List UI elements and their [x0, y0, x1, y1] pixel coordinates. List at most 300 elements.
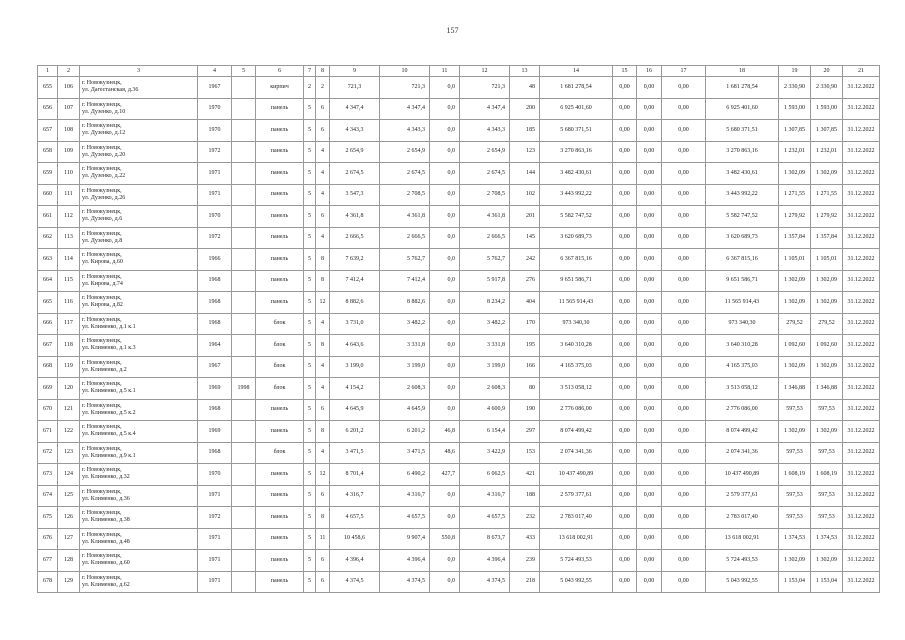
cell-col-0: 659 [38, 163, 58, 185]
cell-col-19: 1 232,01 [779, 141, 811, 163]
cell-col-17: 0,00 [662, 313, 706, 335]
cell-col-17: 0,00 [662, 206, 706, 228]
cell-col-12: 3 482,2 [460, 313, 510, 335]
column-header-2: 2 [58, 66, 80, 77]
address-cell [80, 120, 198, 142]
cell-col-18: 13 618 002,91 [706, 528, 779, 550]
cell-col-13: 190 [510, 399, 540, 421]
column-header-18: 18 [706, 66, 779, 77]
street-line: ул. Клименко, д.5 к.2 [82, 409, 136, 416]
cell-col-19: 2 330,90 [779, 77, 811, 99]
cell-col-21: 31.12.2022 [843, 77, 880, 99]
cell-col-13: 145 [510, 227, 540, 249]
cell-col-5 [232, 356, 256, 378]
cell-col-19: 1 593,00 [779, 98, 811, 120]
cell-col-7: 5 [304, 270, 316, 292]
table-row [38, 335, 880, 357]
column-header-9: 9 [330, 66, 380, 77]
street-line: ул. Клименко, д.48 [82, 538, 130, 545]
address-cell [80, 335, 198, 357]
cell-col-8: 8 [316, 249, 330, 271]
table-row [38, 356, 880, 378]
cell-col-5 [232, 184, 256, 206]
column-header-11: 11 [430, 66, 460, 77]
cell-col-0: 663 [38, 249, 58, 271]
cell-col-7: 5 [304, 485, 316, 507]
cell-col-18: 6 367 815,16 [706, 249, 779, 271]
header-row [38, 66, 880, 77]
cell-col-0: 673 [38, 464, 58, 486]
cell-col-21: 31.12.2022 [843, 528, 880, 550]
cell-col-10: 4 657,5 [380, 507, 430, 529]
cell-col-9: 3 199,0 [330, 356, 380, 378]
cell-col-21: 31.12.2022 [843, 98, 880, 120]
cell-col-14: 3 513 058,12 [540, 378, 613, 400]
cell-col-10: 4 343,3 [380, 120, 430, 142]
cell-col-0: 655 [38, 77, 58, 99]
cell-col-16: 0,00 [637, 421, 662, 443]
city-line: г. Новокузнецк, [82, 273, 122, 280]
cell-col-10: 4 396,4 [380, 550, 430, 572]
cell-col-8: 12 [316, 464, 330, 486]
address-cell [80, 227, 198, 249]
cell-col-10: 721,3 [380, 77, 430, 99]
cell-col-5 [232, 571, 256, 593]
table-body [38, 77, 880, 593]
street-line: ул. Клименко, д.1 к.3 [82, 345, 136, 352]
cell-col-6: панель [256, 270, 304, 292]
column-header-12: 12 [460, 66, 510, 77]
cell-col-21: 31.12.2022 [843, 356, 880, 378]
cell-col-14: 2 074 341,36 [540, 442, 613, 464]
cell-col-11: 0,0 [430, 292, 460, 314]
cell-col-15: 0,00 [613, 550, 637, 572]
cell-col-20: 1 307,85 [811, 120, 843, 142]
cell-col-7: 5 [304, 421, 316, 443]
cell-col-15: 0,00 [613, 335, 637, 357]
address-cell [80, 550, 198, 572]
cell-col-1: 129 [58, 571, 80, 593]
cell-col-0: 676 [38, 528, 58, 550]
cell-col-18: 11 565 914,43 [706, 292, 779, 314]
cell-col-11: 0,0 [430, 184, 460, 206]
street-line: ул. Клименко, д.32 [82, 474, 130, 481]
cell-col-8: 4 [316, 442, 330, 464]
street-line: ул. Клименко, д.60 [82, 560, 130, 567]
cell-col-1: 113 [58, 227, 80, 249]
cell-col-11: 0,0 [430, 356, 460, 378]
cell-col-7: 5 [304, 206, 316, 228]
cell-col-19: 1 279,92 [779, 206, 811, 228]
cell-col-8: 8 [316, 335, 330, 357]
city-line: г. Новокузнецк, [82, 230, 122, 237]
cell-col-20: 2 330,90 [811, 77, 843, 99]
cell-col-11: 0,0 [430, 227, 460, 249]
cell-col-16: 0,00 [637, 378, 662, 400]
city-line: г. Новокузнецк, [82, 531, 122, 538]
table-row [38, 120, 880, 142]
column-header-19: 19 [779, 66, 811, 77]
cell-col-7: 5 [304, 378, 316, 400]
cell-col-14: 6 925 401,60 [540, 98, 613, 120]
cell-col-15: 0,00 [613, 507, 637, 529]
cell-col-11: 0,0 [430, 485, 460, 507]
cell-col-13: 200 [510, 98, 540, 120]
cell-col-14: 2 776 086,00 [540, 399, 613, 421]
page-number: 157 [446, 26, 459, 35]
table-row [38, 571, 880, 593]
address-cell [80, 184, 198, 206]
cell-col-12: 3 331,8 [460, 335, 510, 357]
cell-col-7: 5 [304, 550, 316, 572]
column-header-6: 6 [256, 66, 304, 77]
cell-col-1: 110 [58, 163, 80, 185]
cell-col-8: 4 [316, 356, 330, 378]
cell-col-7: 5 [304, 141, 316, 163]
cell-col-1: 128 [58, 550, 80, 572]
cell-col-19: 1 346,88 [779, 378, 811, 400]
cell-col-21: 31.12.2022 [843, 270, 880, 292]
cell-col-1: 111 [58, 184, 80, 206]
cell-col-9: 4 347,4 [330, 98, 380, 120]
address-cell [80, 528, 198, 550]
street-line: ул. Клименко, д.1 к.1 [82, 323, 136, 330]
cell-col-16: 0,00 [637, 249, 662, 271]
street-line: ул. Дузенко, д.10 [82, 108, 126, 115]
street-line: ул. Дузенко, д.12 [82, 130, 126, 137]
cell-col-14: 2 783 017,40 [540, 507, 613, 529]
cell-col-13: 144 [510, 163, 540, 185]
street-line: ул. Клименко, д.38 [82, 517, 130, 524]
cell-col-8: 11 [316, 528, 330, 550]
cell-col-0: 657 [38, 120, 58, 142]
cell-col-10: 3 199,0 [380, 356, 430, 378]
address-cell [80, 313, 198, 335]
cell-col-16: 0,00 [637, 98, 662, 120]
cell-col-18: 3 640 310,28 [706, 335, 779, 357]
cell-col-21: 31.12.2022 [843, 399, 880, 421]
cell-col-19: 1 302,09 [779, 421, 811, 443]
cell-col-11: 0,0 [430, 77, 460, 99]
cell-col-12: 2 674,5 [460, 163, 510, 185]
cell-col-13: 232 [510, 507, 540, 529]
cell-col-11: 0,0 [430, 141, 460, 163]
column-header-7: 7 [304, 66, 316, 77]
cell-col-11: 0,0 [430, 550, 460, 572]
street-line: ул. Клименко, д.2 [82, 366, 127, 373]
cell-col-5 [232, 313, 256, 335]
cell-col-14: 8 074 499,42 [540, 421, 613, 443]
cell-col-0: 656 [38, 98, 58, 120]
cell-col-21: 31.12.2022 [843, 507, 880, 529]
city-line: г. Новокузнецк, [82, 80, 122, 87]
cell-col-6: блок [256, 442, 304, 464]
cell-col-17: 0,00 [662, 421, 706, 443]
cell-col-18: 3 513 058,12 [706, 378, 779, 400]
cell-col-17: 0,00 [662, 120, 706, 142]
cell-col-9: 4 361,8 [330, 206, 380, 228]
cell-col-7: 5 [304, 313, 316, 335]
cell-col-15: 0,00 [613, 163, 637, 185]
housing-register-table [37, 65, 880, 593]
cell-col-17: 0,00 [662, 507, 706, 529]
cell-col-19: 1 302,09 [779, 163, 811, 185]
cell-col-20: 1 302,09 [811, 292, 843, 314]
cell-col-5 [232, 120, 256, 142]
cell-col-6: панель [256, 120, 304, 142]
cell-col-19: 1 153,04 [779, 571, 811, 593]
cell-col-18: 973 340,30 [706, 313, 779, 335]
cell-col-7: 5 [304, 227, 316, 249]
address-cell [80, 206, 198, 228]
table-row [38, 163, 880, 185]
cell-col-19: 1 374,53 [779, 528, 811, 550]
city-line: г. Новокузнецк, [82, 359, 122, 366]
cell-col-8: 6 [316, 399, 330, 421]
cell-col-4: 1972 [198, 141, 232, 163]
cell-col-6: панель [256, 571, 304, 593]
table-row [38, 464, 880, 486]
cell-col-20: 1 302,09 [811, 421, 843, 443]
cell-col-13: 48 [510, 77, 540, 99]
cell-col-13: 102 [510, 184, 540, 206]
cell-col-17: 0,00 [662, 571, 706, 593]
cell-col-10: 6 201,2 [380, 421, 430, 443]
cell-col-18: 8 074 499,42 [706, 421, 779, 443]
cell-col-6: панель [256, 98, 304, 120]
cell-col-14: 9 651 586,71 [540, 270, 613, 292]
city-line: г. Новокузнецк, [82, 316, 122, 323]
cell-col-18: 2 074 341,36 [706, 442, 779, 464]
cell-col-11: 0,0 [430, 206, 460, 228]
table-row [38, 421, 880, 443]
cell-col-13: 195 [510, 335, 540, 357]
cell-col-16: 0,00 [637, 292, 662, 314]
cell-col-11: 0,0 [430, 249, 460, 271]
city-line: г. Новокузнецк, [82, 295, 122, 302]
column-header-21: 21 [843, 66, 880, 77]
cell-col-21: 31.12.2022 [843, 378, 880, 400]
cell-col-12: 4 600,9 [460, 399, 510, 421]
cell-col-1: 108 [58, 120, 80, 142]
street-line: ул. Дузенко, д.6 [82, 216, 123, 223]
cell-col-5 [232, 227, 256, 249]
cell-col-0: 658 [38, 141, 58, 163]
cell-col-1: 127 [58, 528, 80, 550]
cell-col-18: 3 482 430,61 [706, 163, 779, 185]
cell-col-18: 4 165 375,03 [706, 356, 779, 378]
cell-col-9: 4 374,5 [330, 571, 380, 593]
cell-col-10: 5 762,7 [380, 249, 430, 271]
column-header-13: 13 [510, 66, 540, 77]
cell-col-15: 0,00 [613, 464, 637, 486]
cell-col-7: 5 [304, 442, 316, 464]
cell-col-1: 125 [58, 485, 80, 507]
cell-col-4: 1967 [198, 77, 232, 99]
table-row [38, 442, 880, 464]
address-cell [80, 141, 198, 163]
column-header-8: 8 [316, 66, 330, 77]
cell-col-7: 5 [304, 292, 316, 314]
cell-col-21: 31.12.2022 [843, 141, 880, 163]
cell-col-1: 124 [58, 464, 80, 486]
cell-col-9: 3 471,5 [330, 442, 380, 464]
cell-col-5 [232, 270, 256, 292]
city-line: г. Новокузнецк, [82, 574, 122, 581]
cell-col-10: 2 666,5 [380, 227, 430, 249]
cell-col-21: 31.12.2022 [843, 313, 880, 335]
cell-col-13: 242 [510, 249, 540, 271]
cell-col-8: 4 [316, 141, 330, 163]
cell-col-1: 120 [58, 378, 80, 400]
cell-col-15: 0,00 [613, 421, 637, 443]
cell-col-12: 5 917,8 [460, 270, 510, 292]
cell-col-20: 1 374,53 [811, 528, 843, 550]
cell-col-8: 6 [316, 571, 330, 593]
cell-col-13: 433 [510, 528, 540, 550]
cell-col-6: блок [256, 335, 304, 357]
city-line: г. Новокузнецк, [82, 123, 122, 130]
cell-col-7: 5 [304, 356, 316, 378]
cell-col-17: 0,00 [662, 335, 706, 357]
cell-col-19: 1 302,09 [779, 270, 811, 292]
cell-col-8: 4 [316, 227, 330, 249]
cell-col-14: 4 165 375,03 [540, 356, 613, 378]
cell-col-1: 121 [58, 399, 80, 421]
address-cell [80, 270, 198, 292]
cell-col-6: кирпич [256, 77, 304, 99]
cell-col-18: 3 270 863,16 [706, 141, 779, 163]
cell-col-11: 0,0 [430, 313, 460, 335]
cell-col-8: 8 [316, 421, 330, 443]
cell-col-15: 0,00 [613, 378, 637, 400]
table-row [38, 141, 880, 163]
cell-col-1: 123 [58, 442, 80, 464]
cell-col-17: 0,00 [662, 163, 706, 185]
cell-col-4: 1971 [198, 163, 232, 185]
cell-col-10: 4 645,9 [380, 399, 430, 421]
cell-col-8: 6 [316, 206, 330, 228]
cell-col-14: 3 620 689,73 [540, 227, 613, 249]
city-line: г. Новокузнецк, [82, 381, 122, 388]
cell-col-20: 1 153,04 [811, 571, 843, 593]
cell-col-15: 0,00 [613, 292, 637, 314]
cell-col-15: 0,00 [613, 571, 637, 593]
cell-col-19: 1 302,09 [779, 550, 811, 572]
cell-col-4: 1967 [198, 356, 232, 378]
cell-col-15: 0,00 [613, 485, 637, 507]
cell-col-19: 1 302,09 [779, 292, 811, 314]
cell-col-6: блок [256, 356, 304, 378]
cell-col-20: 1 271,55 [811, 184, 843, 206]
cell-col-5: 1998 [232, 378, 256, 400]
cell-col-11: 0,0 [430, 120, 460, 142]
cell-col-10: 4 316,7 [380, 485, 430, 507]
cell-col-16: 0,00 [637, 141, 662, 163]
cell-col-10: 7 412,4 [380, 270, 430, 292]
cell-col-15: 0,00 [613, 184, 637, 206]
cell-col-11: 46,8 [430, 421, 460, 443]
cell-col-17: 0,00 [662, 270, 706, 292]
cell-col-4: 1966 [198, 249, 232, 271]
cell-col-18: 2 783 017,40 [706, 507, 779, 529]
cell-col-12: 4 374,5 [460, 571, 510, 593]
cell-col-9: 10 458,6 [330, 528, 380, 550]
cell-col-12: 2 608,3 [460, 378, 510, 400]
cell-col-6: панель [256, 528, 304, 550]
cell-col-0: 672 [38, 442, 58, 464]
cell-col-14: 13 618 002,91 [540, 528, 613, 550]
cell-col-13: 297 [510, 421, 540, 443]
cell-col-7: 2 [304, 77, 316, 99]
cell-col-0: 671 [38, 421, 58, 443]
cell-col-16: 0,00 [637, 270, 662, 292]
table-row [38, 507, 880, 529]
city-line: г. Новокузнецк, [82, 166, 122, 173]
column-header-5: 5 [232, 66, 256, 77]
cell-col-16: 0,00 [637, 507, 662, 529]
cell-col-7: 5 [304, 507, 316, 529]
cell-col-6: блок [256, 313, 304, 335]
cell-col-13: 239 [510, 550, 540, 572]
cell-col-10: 8 882,6 [380, 292, 430, 314]
cell-col-10: 9 907,4 [380, 528, 430, 550]
cell-col-16: 0,00 [637, 163, 662, 185]
cell-col-1: 107 [58, 98, 80, 120]
cell-col-13: 218 [510, 571, 540, 593]
cell-col-7: 5 [304, 163, 316, 185]
cell-col-20: 597,53 [811, 399, 843, 421]
table-row [38, 292, 880, 314]
cell-col-11: 550,8 [430, 528, 460, 550]
cell-col-7: 5 [304, 98, 316, 120]
cell-col-19: 1 271,55 [779, 184, 811, 206]
cell-col-17: 0,00 [662, 77, 706, 99]
cell-col-1: 122 [58, 421, 80, 443]
table-row [38, 378, 880, 400]
cell-col-4: 1972 [198, 227, 232, 249]
cell-col-8: 8 [316, 507, 330, 529]
cell-col-0: 665 [38, 292, 58, 314]
cell-col-4: 1968 [198, 399, 232, 421]
table-row [38, 98, 880, 120]
cell-col-6: панель [256, 464, 304, 486]
cell-col-10: 3 482,2 [380, 313, 430, 335]
cell-col-10: 4 374,5 [380, 571, 430, 593]
cell-col-1: 116 [58, 292, 80, 314]
cell-col-11: 0,0 [430, 163, 460, 185]
cell-col-0: 669 [38, 378, 58, 400]
cell-col-21: 31.12.2022 [843, 421, 880, 443]
table-row [38, 485, 880, 507]
cell-col-9: 8 701,4 [330, 464, 380, 486]
address-cell [80, 249, 198, 271]
address-cell [80, 464, 198, 486]
cell-col-14: 5 724 493,53 [540, 550, 613, 572]
cell-col-6: панель [256, 485, 304, 507]
cell-col-12: 4 316,7 [460, 485, 510, 507]
cell-col-6: панель [256, 184, 304, 206]
cell-col-16: 0,00 [637, 227, 662, 249]
cell-col-4: 1971 [198, 485, 232, 507]
cell-col-4: 1971 [198, 184, 232, 206]
street-line: ул. Дагестанская, д.36 [82, 87, 139, 94]
cell-col-16: 0,00 [637, 442, 662, 464]
cell-col-9: 4 643,6 [330, 335, 380, 357]
cell-col-0: 667 [38, 335, 58, 357]
cell-col-13: 123 [510, 141, 540, 163]
cell-col-12: 2 654,9 [460, 141, 510, 163]
